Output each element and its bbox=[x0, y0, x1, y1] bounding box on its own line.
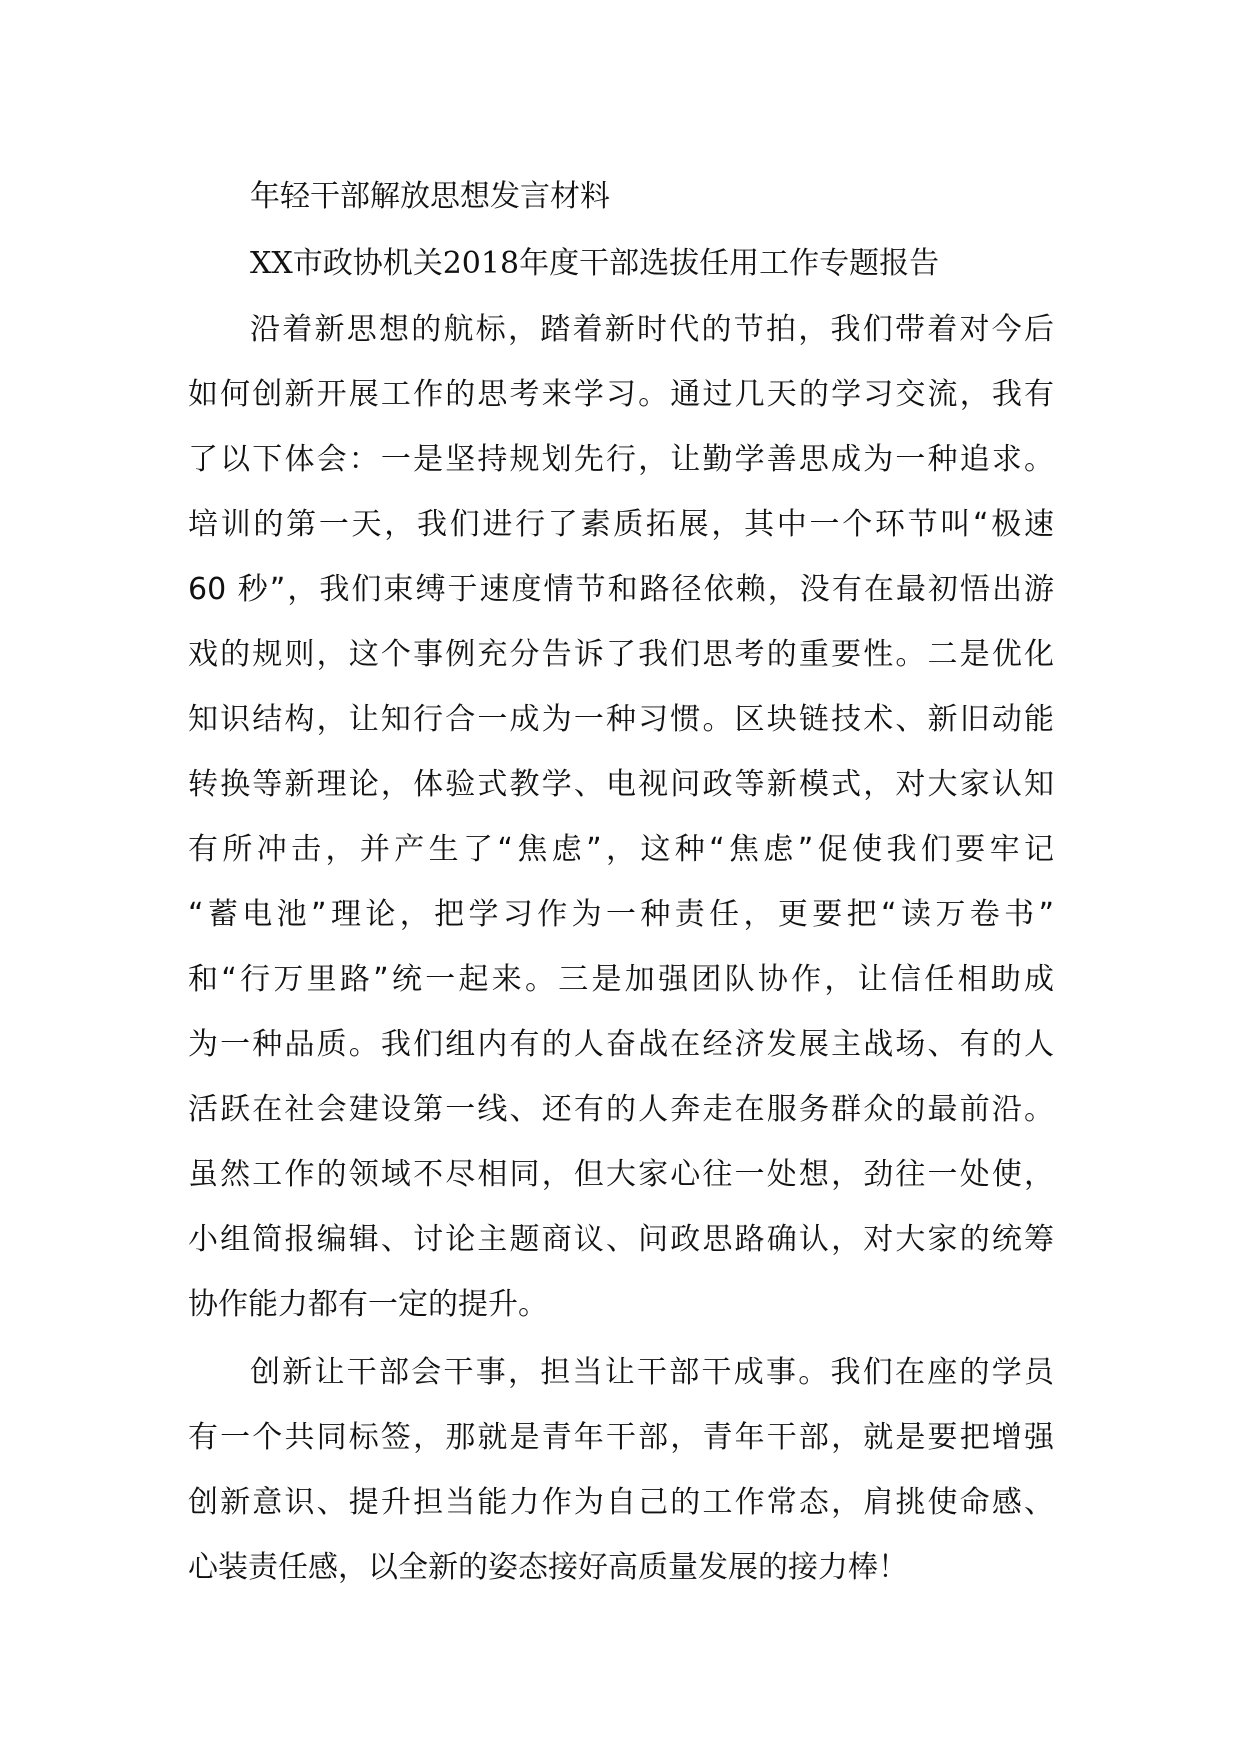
subtitle-year: 2018 bbox=[442, 246, 520, 281]
subtitle-prefix: XX bbox=[250, 246, 293, 281]
paragraph-line: 有所冲击，并产生了“焦虑”，这种“焦虑”促使我们要牢记 bbox=[188, 832, 1054, 867]
paragraph-line: 虽然工作的领域不尽相同，但大家心往一处想，劲往一处使， bbox=[188, 1157, 1054, 1192]
paragraph-2 bbox=[188, 1340, 1054, 1600]
paragraph-line: 了以下体会：一是坚持规划先行，让勤学善思成为一种追求。 bbox=[188, 442, 1054, 477]
document-title: 年轻干部解放思想发言材料 bbox=[250, 179, 610, 214]
paragraph-line: 和“行万里路”统一起来。三是加强团队协作，让信任相助成 bbox=[188, 962, 1054, 997]
paragraph-line: 协作能力都有一定的提升。 bbox=[188, 1287, 548, 1322]
paragraph-line: 戏的规则，这个事例充分告诉了我们思考的重要性。二是优化 bbox=[188, 637, 1054, 672]
paragraph-line: 知识结构，让知行合一成为一种习惯。区块链技术、新旧动能 bbox=[188, 702, 1054, 737]
paragraph-line: 有一个共同标签，那就是青年干部，青年干部，就是要把增强 bbox=[188, 1420, 1054, 1455]
subtitle-report-name: 年度干部选拔任用工作专题报告 bbox=[519, 246, 940, 281]
paragraph-line: 小组简报编辑、讨论主题商议、问政思路确认，对大家的统筹 bbox=[188, 1222, 1054, 1257]
paragraph-line: “蓄电池”理论，把学习作为一种责任，更要把“读万卷书” bbox=[188, 897, 1054, 932]
paragraph-line: 转换等新理论，体验式教学、电视问政等新模式，对大家认知 bbox=[188, 767, 1054, 802]
paragraph-line: 创新意识、提升担当能力作为自己的工作常态，肩挑使命感、 bbox=[188, 1485, 1054, 1520]
paragraph-line: 心装责任感，以全新的姿态接好高质量发展的接力棒！ bbox=[188, 1550, 908, 1585]
paragraph-line: 沿着新思想的航标，踏着新时代的节拍，我们带着对今后 bbox=[250, 312, 1054, 347]
document-subtitle bbox=[250, 244, 939, 284]
subtitle-organization: 市政协机关 bbox=[292, 246, 443, 281]
paragraph-line: 60 秒”，我们束缚于速度情节和路径依赖，没有在最初悟出游 bbox=[188, 572, 1054, 607]
paragraph-line: 为一种品质。我们组内有的人奋战在经济发展主战场、有的人 bbox=[188, 1027, 1054, 1062]
paragraph-1 bbox=[188, 297, 1054, 1337]
paragraph-line: 活跃在社会建设第一线、还有的人奔走在服务群众的最前沿。 bbox=[188, 1092, 1054, 1127]
paragraph-line: 培训的第一天，我们进行了素质拓展，其中一个环节叫“极速 bbox=[188, 507, 1054, 542]
paragraph-line: 如何创新开展工作的思考来学习。通过几天的学习交流，我有 bbox=[188, 377, 1054, 412]
paragraph-line: 创新让干部会干事，担当让干部干成事。我们在座的学员 bbox=[250, 1355, 1054, 1390]
